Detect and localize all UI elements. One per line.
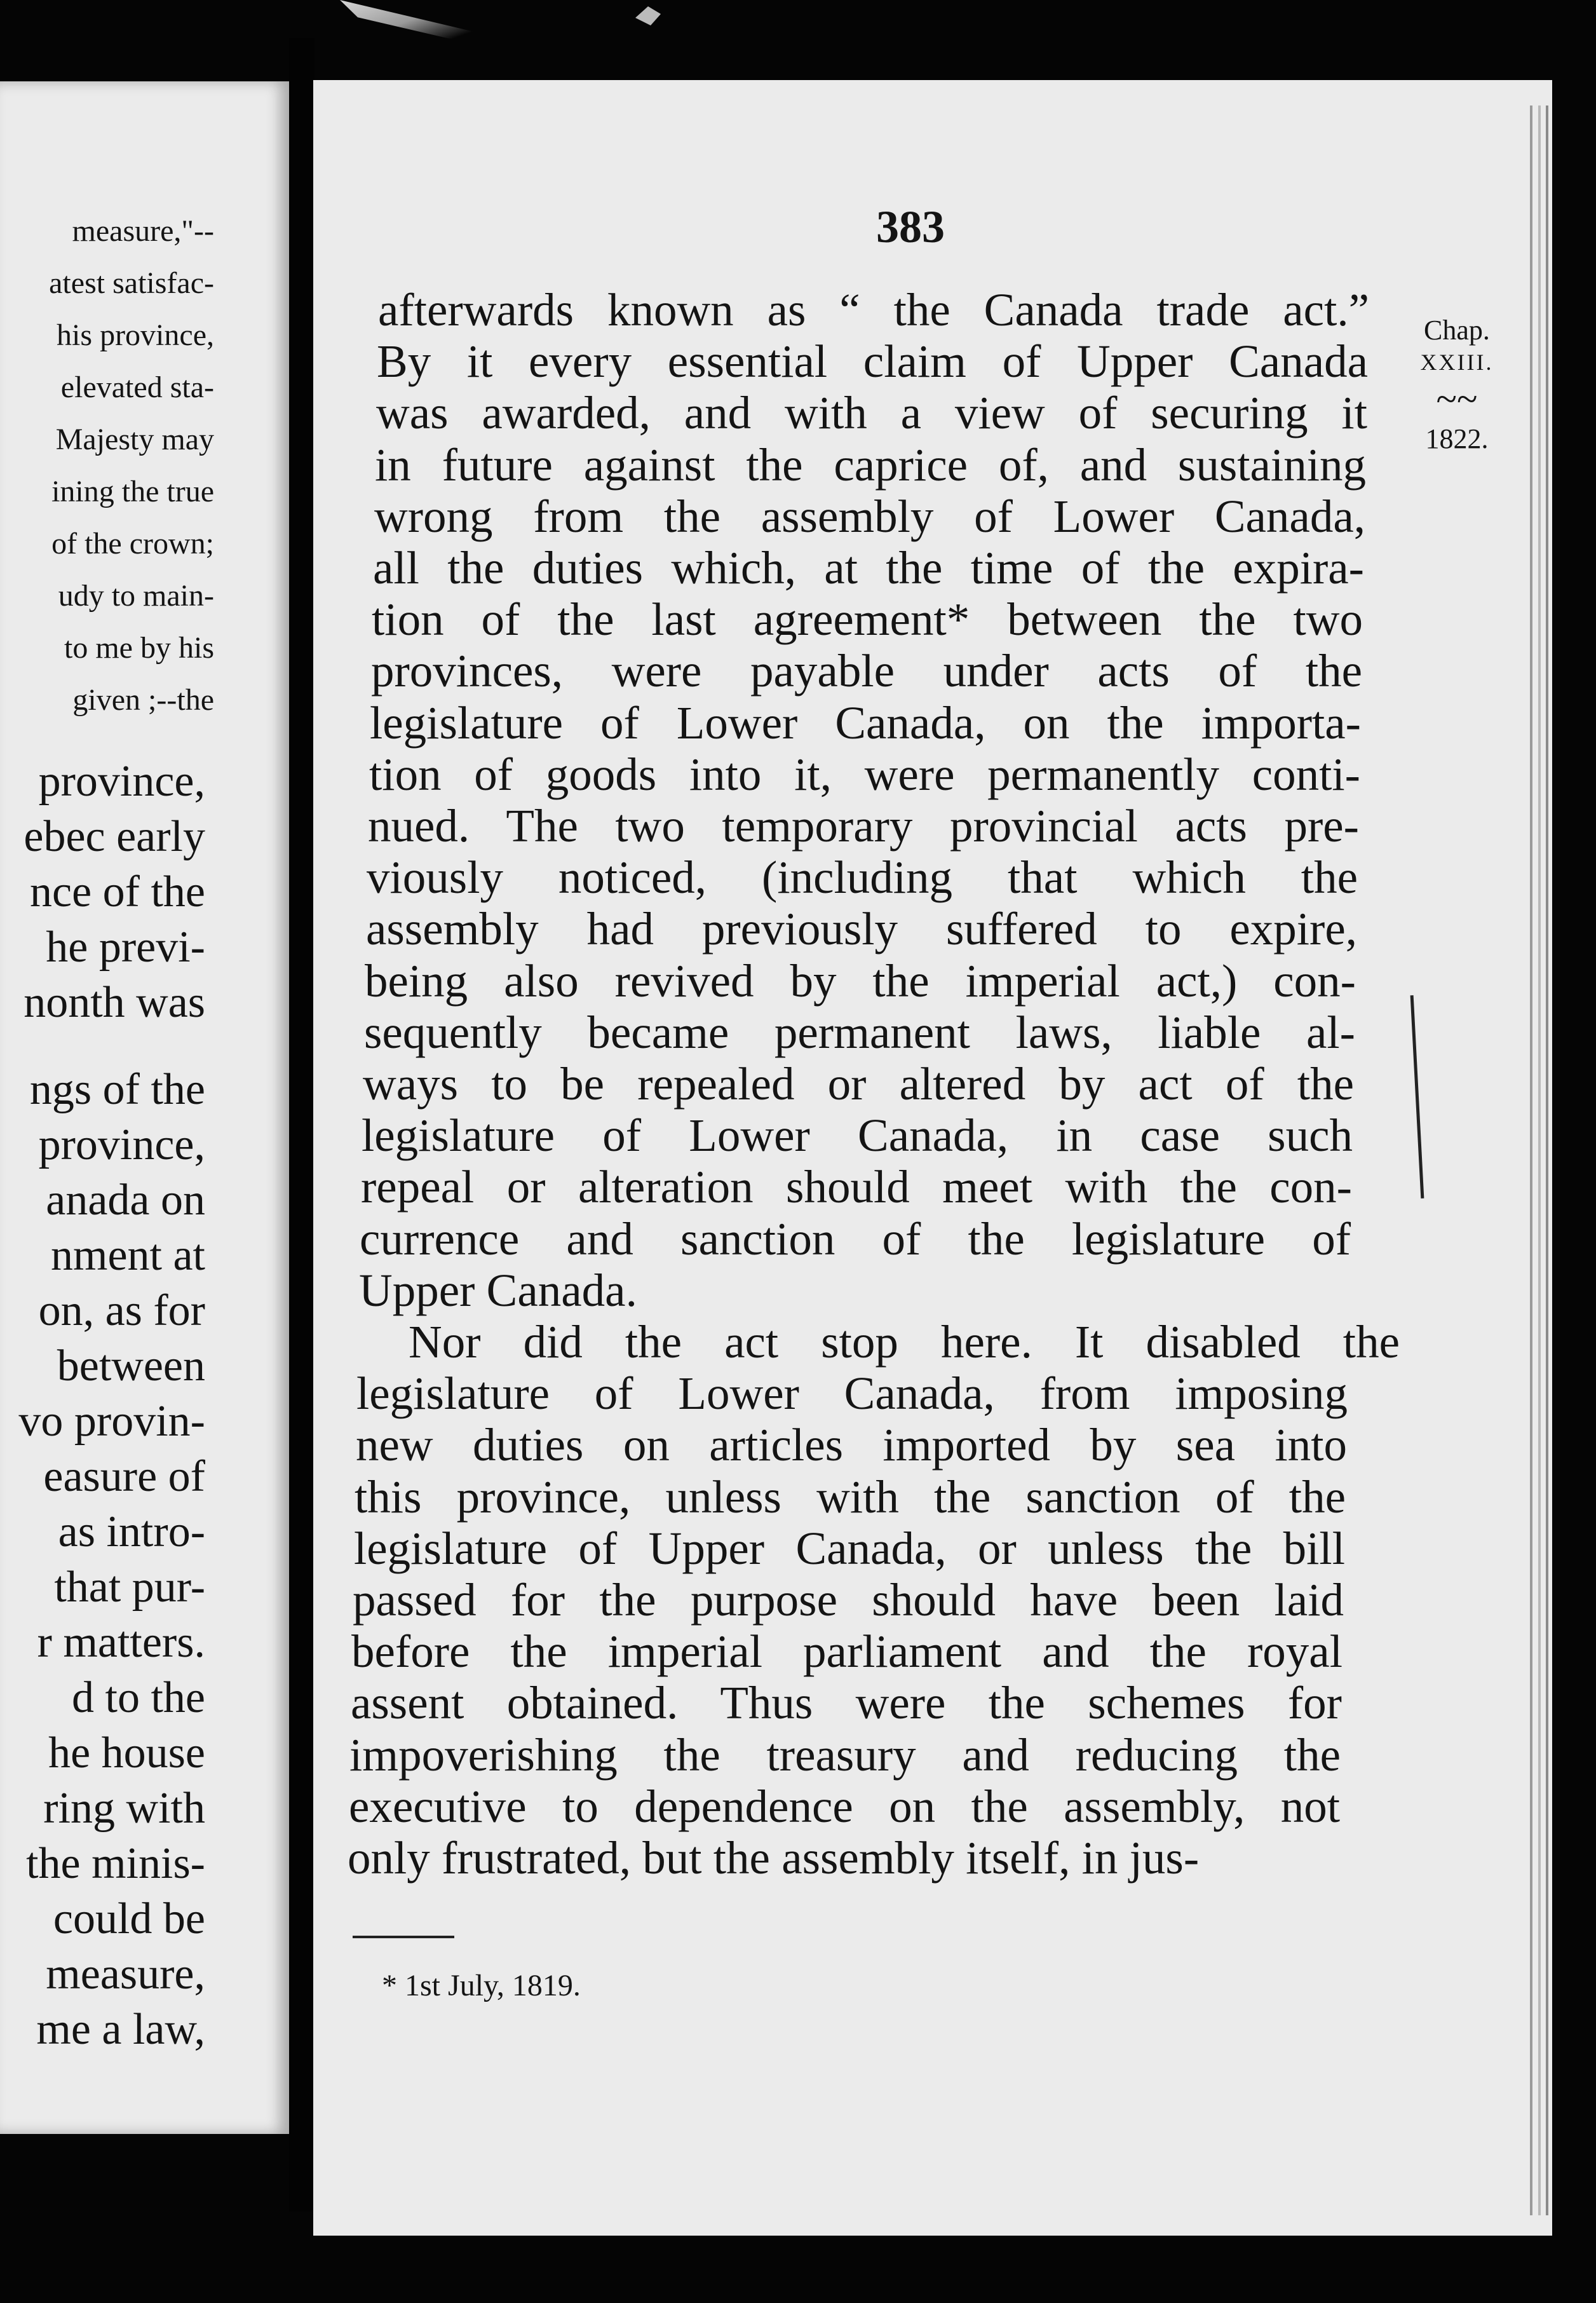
left-page-line: vo provin-	[18, 1397, 205, 1446]
body-line: passed for the purpose should have been laid	[353, 1574, 1344, 1626]
left-page-line: measure,	[46, 1950, 205, 1999]
left-page-line: to me by his	[64, 631, 214, 665]
margin-ornament: ~~	[1436, 377, 1478, 420]
body-line: executive to dependence on the assembly, not	[349, 1781, 1340, 1832]
right-page	[313, 80, 1552, 2236]
body-line: viously noticed, (including that which the	[367, 852, 1358, 903]
body-line: Upper Canada.	[359, 1265, 637, 1316]
left-page-line: easure of	[43, 1452, 205, 1501]
body-line: afterwards known as “ the Canada trade act.”	[378, 284, 1369, 336]
page-edge-line	[1538, 105, 1541, 2215]
body-line: sequently became permanent laws, liable al-	[364, 1007, 1355, 1058]
body-line: all the duties which, at the time of the expira-	[373, 542, 1364, 594]
left-page-line: me a law,	[36, 2005, 205, 2054]
footnote-rule	[353, 1936, 454, 1938]
book-gutter	[289, 38, 314, 2211]
body-line: was awarded, and with a view of securing it	[376, 387, 1367, 438]
body-line: provinces, were payable under acts of the	[371, 645, 1362, 696]
left-page-line: ngs of the	[29, 1065, 205, 1114]
left-page-line: province,	[38, 757, 205, 806]
page-number: 383	[876, 201, 945, 252]
left-page-line: on, as for	[38, 1286, 205, 1335]
left-page-line: Majesty may	[55, 423, 214, 456]
margin-pencil-mark	[1410, 995, 1424, 1199]
body-line: only frustrated, but the assembly itself, in jus-	[348, 1832, 1200, 1884]
left-page-line: of the crown;	[51, 527, 214, 560]
left-page-line: atest satisfac-	[49, 266, 214, 300]
footnote: * 1st July, 1819.	[382, 1969, 581, 2002]
left-page-line: anada on	[46, 1176, 205, 1225]
left-page-line: between	[57, 1342, 205, 1390]
body-line: wrong from the assembly of Lower Canada,	[374, 491, 1365, 542]
body-line: being also revived by the imperial act,) con-	[365, 955, 1356, 1007]
body-line: this province, unless with the sanction of the	[355, 1471, 1346, 1523]
body-line: legislature of Upper Canada, or unless the bill	[354, 1523, 1345, 1574]
left-page-line: nment at	[51, 1231, 205, 1280]
paper-speck	[635, 6, 661, 25]
page-edge-line	[1546, 105, 1548, 2215]
left-page-line: province,	[38, 1120, 205, 1169]
left-page-line: that pur-	[54, 1563, 205, 1612]
body-line: ways to be repealed or altered by act of the	[363, 1058, 1354, 1110]
margin-year: 1822.	[1425, 423, 1489, 454]
body-line: new duties on articles imported by sea into	[356, 1419, 1347, 1471]
left-page-line: he previ-	[46, 923, 205, 972]
left-page-line: udy to main-	[58, 579, 214, 613]
margin-note	[1377, 315, 1536, 454]
left-page-line: nce of the	[30, 867, 205, 916]
body-line: By it every essential claim of Upper Canada	[377, 336, 1368, 387]
left-page-line: as intro-	[58, 1507, 205, 1556]
body-line: before the imperial parliament and the royal	[351, 1626, 1342, 1677]
torn-paper-scrap	[340, 0, 518, 50]
left-page-line: d to the	[72, 1673, 205, 1722]
left-page-line: given ;--the	[72, 683, 214, 717]
left-page-line: elevated sta-	[60, 370, 214, 404]
left-page-line: nonth was	[24, 978, 205, 1027]
body-line: legislature of Lower Canada, in case such	[362, 1110, 1353, 1161]
body-line: legislature of Lower Canada, on the importa-	[370, 697, 1361, 749]
left-page-line: he house	[48, 1729, 205, 1777]
left-page-line: the minis-	[26, 1839, 205, 1888]
left-page	[0, 81, 289, 2134]
left-page-line: ining the true	[51, 475, 214, 508]
body-line: in future against the caprice of, and sustaining	[375, 439, 1366, 491]
left-page-line: ebec early	[24, 812, 205, 861]
margin-chapter: Chap.	[1424, 315, 1490, 346]
body-line: assent obtained. Thus were the schemes for	[351, 1677, 1342, 1729]
body-line: Nor did the act stop here. It disabled the	[409, 1316, 1400, 1368]
body-line: tion of the last agreement* between the two	[372, 594, 1363, 645]
body-line: assembly had previously suffered to expire,	[366, 903, 1357, 954]
body-line: impoverishing the treasury and reducing the	[349, 1729, 1341, 1781]
body-line: repeal or alteration should meet with the con-	[361, 1161, 1352, 1213]
margin-chapter-number: XXIII.	[1420, 350, 1494, 376]
body-line: currence and sanction of the legislature of	[360, 1213, 1351, 1265]
body-line: legislature of Lower Canada, from imposing	[356, 1368, 1348, 1419]
left-page-line: his province,	[57, 318, 214, 352]
body-line: tion of goods into it, were permanently conti-	[369, 749, 1360, 800]
left-page-line: could be	[53, 1894, 205, 1943]
left-page-line: r matters.	[37, 1618, 205, 1667]
left-page-line: ring with	[43, 1784, 205, 1833]
body-line: nued. The two temporary provincial acts pre-	[368, 800, 1359, 852]
left-page-line: measure,"--	[72, 214, 214, 248]
